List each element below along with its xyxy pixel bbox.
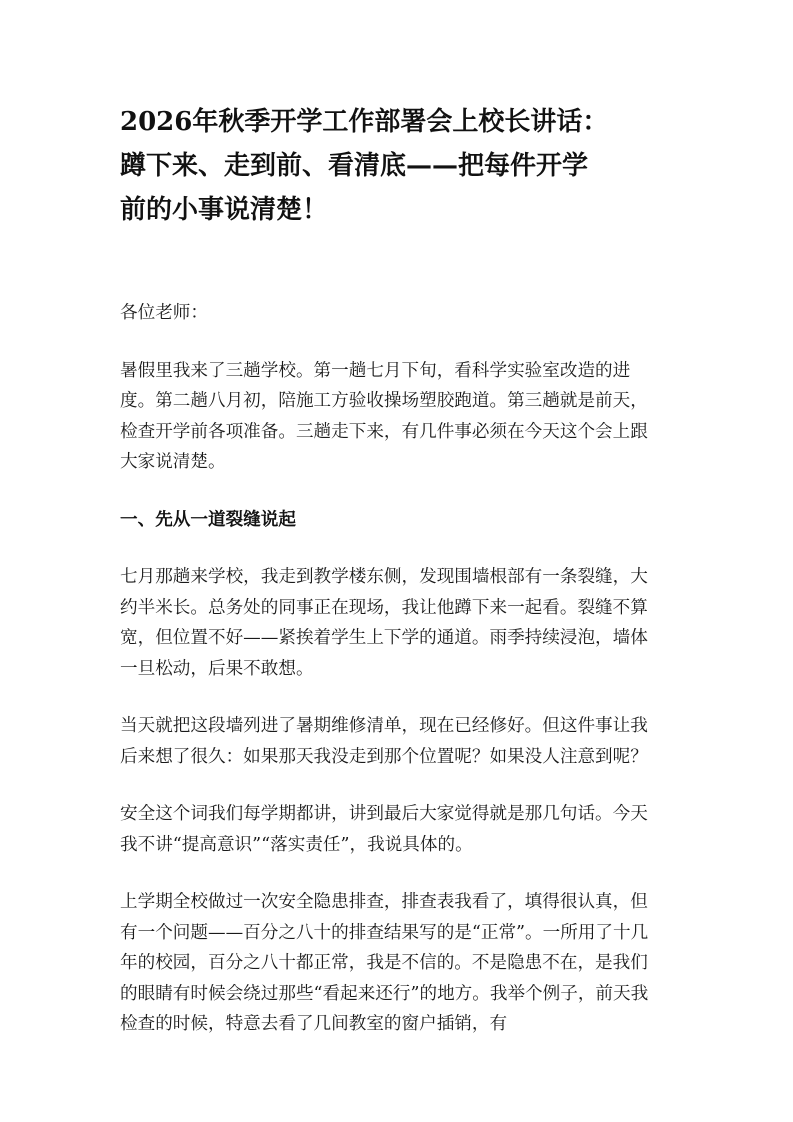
document-title bbox=[120, 100, 665, 232]
title-line-2: 蹲下来、走到前、看清底——把每件开学 bbox=[120, 151, 589, 181]
title-line-1: 2026年秋季开学工作部署会上校长讲话： bbox=[120, 107, 609, 137]
paragraph-4: 安全这个词我们每学期都讲，讲到最后大家觉得就是那几句话。今天我不讲“提高意识”“落实责任”，我说具体的。 bbox=[120, 804, 648, 855]
paragraph-3: 当天就把这段墙列进了暑期维修清单，现在已经修好。但这件事让我后来想了很久：如果那天我没走到那个位置呢？如果没人注意到呢？ bbox=[120, 716, 648, 767]
document-body bbox=[120, 100, 665, 1040]
paragraph-1: 暑假里我来了三趟学校。第一趟七月下旬，看科学实验室改造的进度。第二趟八月初，陪施工方验收操场塑胶跑道。第三趟就是前天，检查开学前各项准备。三趟走下来，有几件事必须在今天这个会上跟大家说清楚。 bbox=[120, 360, 648, 472]
title-line-3: 前的小事说清楚！ bbox=[120, 195, 329, 225]
paragraph-2: 七月那趟来学校，我走到教学楼东侧，发现围墙根部有一条裂缝，大约半米长。总务处的同事正在现场，我让他蹲下来一起看。裂缝不算宽，但位置不好——紧挨着学生上下学的通道。雨季持续浸泡，墙体一旦松动，后果不敢想。 bbox=[120, 567, 648, 679]
greeting: 各位老师： bbox=[120, 303, 208, 323]
paragraph-5: 上学期全校做过一次安全隐患排查，排查表我看了，填得很认真，但有一个问题——百分之八十的排查结果写的是“正常”。一所用了十几年的校园，百分之八十都正常，我是不信的。不是隐患不在，是我们的眼睛有时候会绕过那些“看起来还行”的地方。我举个例子，前天我检查的时候，特意去看了几间教室的窗户插销，有 bbox=[120, 892, 649, 1034]
section-heading: 一、先从一道裂缝说起 bbox=[120, 509, 296, 530]
